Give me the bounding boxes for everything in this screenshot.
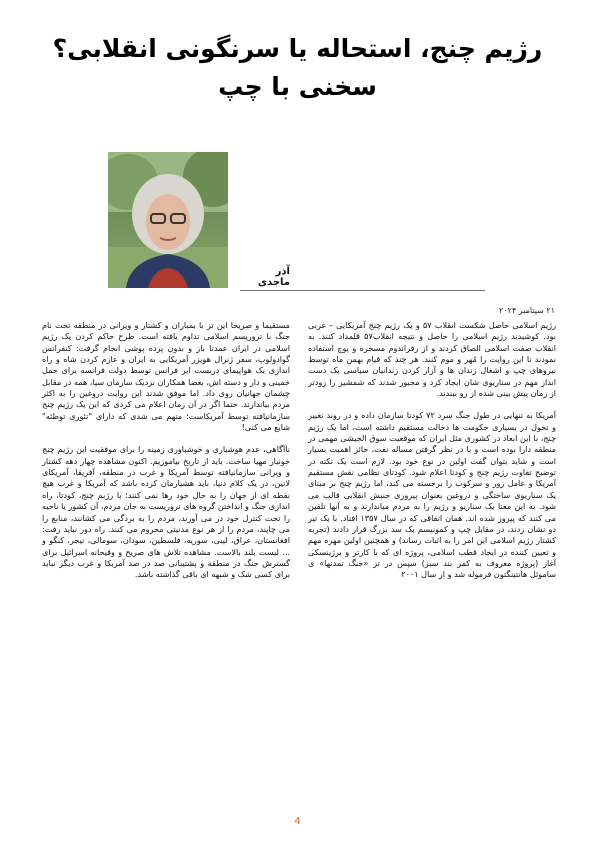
title-line-2: سخنی با چپ <box>218 72 377 101</box>
paragraph: آمریکا به تنهایی در طول جنگ سرد ۷۲ کودتا سازمان داده و در روند تغییر و تحول در بسیاری حکومت ها دخالت مستقیم داشته است، اما یک رژیم چنج، با این ابعاد در کشوری مثل ایران که موقعیت سوق الجیشی مهمی در منطقه دارا بوده است و با در نظر گرفتن مساله نفت، حائز اهمیت بسیار است و شاید بتوان گفت اولین در نوع خود بود. لازم است یک نکته در توضیح تفاوت رژیم چنج و کودتا اعلام شود. کودتای نظامی نقش مستقیم آمریکا و عامل زور و سرکوب را برجسته می کند، اما رژیم چنج بر مبنای یک سناریوی ساختگی و دروغین بعنوان پیروزی جنبش انقلابی قالب می شود. به این معنا یک سناریو و رژیم را به مردم میاندازند و به آنها تلقین می کنند که پیروز شده اند. همان اتفاقی که در سال ۱۳۵۷ افتاد. با یک تیر دو نشان زدند، در مقابل چپ و کمونیسم یک سد بزرگ قرار دادند (تجربه کشتار رژیم اسلامی این امر را به اثبات رساند) و همچنین اولین مهره مهم و تعیین کننده در ایجاد قطب اسلامی، پروژه ای که با کارتر و برژینسکی آغاز (پروژه معروف به کمر بند سبز) سپس در تز «جنگ تمدنها» ی ساموئل هانتینگتون فرموله شد و از سال ۲۰۰۱ <box>308 410 557 580</box>
right-column <box>308 320 556 592</box>
paragraph: رژیم اسلامی حاصل شکست انقلاب ۵۷ و یک رژیم چنج آمریکایی – غربی بود. کوشیدند رژیم اسلامی را حاصل و نتیجه انقلاب۵۷ قلمداد کنند. به انقلاب صفت اسلامی الصاق کردند و از رفراندوم مسخره و پوچ استفاده نمودند تا این روایت را مُهر و موم کنند. هر چند که قیام بهمن ماه توسط نیروهای چپ و اشغال زندان ها و آزار کردن زندانیان سیاسی یک دست انداز مهم در سناریوی شان ایجاد کرد و مجبور شدند که شمشیر را زودتر از زمان پیش بینی شده از رو ببندند. <box>308 320 556 399</box>
left-column <box>42 320 290 592</box>
paragraph: ناآگاهی، عدم هوشیاری و خوشباوری زمینه را برای موفقیت این رژیم چنج خونبار مهیا ساخت. باید از تاریخ بیاموزیم. اکنون مشاهده چهار دهه کشتار و ویرانی سازمانیافته توسط آمریکا و غرب در منطقه، آفریقا، آمریکای لاتین، در یک کلام دنیا، باید هشیارمان کرده باشد که آمریکا و غرب هیچ نقطه ای از جهان را به حال خود رها نمی کنند؛ با رژیم چنج، کودتا، راه اندازی جنگ و انداختن گروه های تروریست به جان مردم، آن کشور یا ناحیه را تحت کنترل خود در می آورند، مردم را به بردگی می کشانند، منابع را می چاپند، مردم را از هر نوع مدنیتی محروم می کنند. راه دور نباید رفت: افغانستان، عراق، لیبی، سوریه، فلسطین، سودان، سومالی، نیجر، کنگو و ... لیست بلند بالاست. مشاهده تلاش های صریح و وقیحانه اسرائیل برای گسترش جنگ در منطقه و پشتیبانی صد در صد آمریکا و غرب دیگر نباید برای کسی شک و شبهه ای باقی گذاشته باشد. <box>42 444 290 580</box>
author-divider <box>240 290 485 291</box>
page-number: 4 <box>294 816 301 827</box>
author-name: آذر ماجدی <box>257 266 290 288</box>
article-date: ۲۱ سپتامبر ۲۰۲۴ <box>499 306 555 315</box>
author-photo <box>108 152 228 288</box>
title-line-1: رژیم چنج، استحاله یا سرنگونی انقلابی؟ <box>52 34 543 63</box>
article-title <box>40 30 555 106</box>
paragraph: مستقیما و صریحا این تز با بمباران و کشتار و ویرانی در منطقه تحت نام جنگ با تروریسم اسلامی تداوم یافته است. طرح حاکم کردن یک رژیم اسلامی در ایران عمدتا باز و بدون پرده پوشی انجام گرفت: کنفرانس گوادولوپ، سفر ژنرال هویزر آمریکایی به ایران و عازم کردن شاه و راه اندازی یک هواپیمای دربست ایر فرانس توسط دولت فرانسه برای حمل خمینی و دار و دسته اش، بعضا همکاران نزدیک سازمان سیا، همه در مقابل چشمان جهانیان روی داد. اما موفق شدند این روایت دروغین را به اکثر مردم بیاندازند. حتما اگر در آن زمان اعلام می کردی که این یک رژیم چنج سازمانیافته توسط آمریکاست؛ متهم می شدی که دارای "تئوری توطئه" شایع می کنی! <box>42 320 290 433</box>
